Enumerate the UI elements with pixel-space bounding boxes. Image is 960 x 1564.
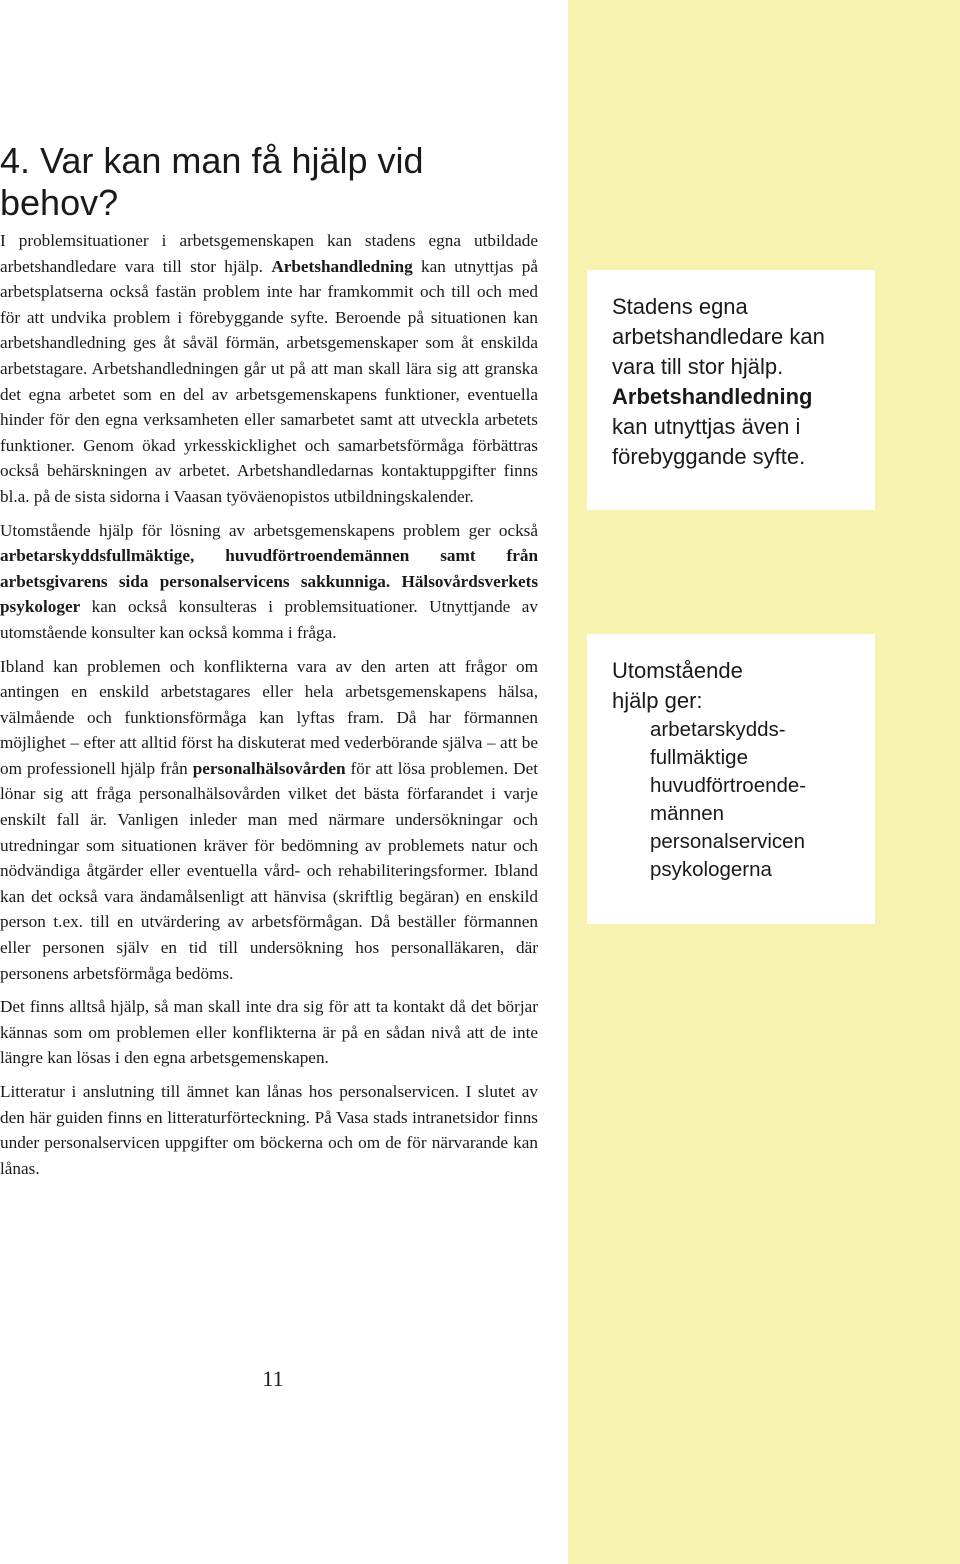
list-item: psykologerna — [650, 858, 772, 881]
box2-heading: Utomstående hjälp ger: — [612, 658, 743, 713]
paragraph-utomstaende-hjalp — [0, 518, 538, 646]
p2-text-c — [390, 572, 401, 591]
p3-bold-term: personalhälsovården — [192, 758, 346, 778]
p2-text-e: kan också konsulteras i problemsituationer. Utnyttjande av utomstående konsulter kan också komma i fråga. — [0, 597, 538, 642]
p1-text-c: kan utnyttjas på arbetsplatserna också fastän problem inte har framkommit och till och med för att undvika problem i förebyggande syfte. Beroende på situationen kan arbetshandledning ges åt såväl förmän, arbetsgemenskaper som åt enskilda arbetstagare. Arbetshandledningen går ut på att man skall lära sig att granska det egna arbetet som en del av arbetsgemenskapens funktioner, eventuella hinder för den egna verksamheten eller samarbetet samt att utveckla arbetets funktioner. Genom ökad yrkesskicklighet och samarbetsförmåga förbättras också behärskningen av arbetet. Arbetshandledarnas kontaktuppgifter finns bl.a. på de sista sidorna i Vaasan työväenopistos utbildningskalender. — [0, 256, 538, 506]
box1-text-1: Stadens egna arbetshandledare kan vara till stor hjälp. — [612, 294, 825, 379]
p3-text-c: för att lösa problemen. Det lönar sig att fråga personalhälsovården vilket det bästa förfarandet i varje enskilt fall är. Vanligen inleder man med närmare undersökningar och utredningar som situationen kräver för bedömning av problemets natur och nödvändiga åtgärder eller eventuella vård- och rehabiliteringsformer. Ibland kan det också vara ändamålsenligt att hänvisa (skriftlig begäran) en enskild person t.ex. till en utvärdering av arbetsförmågan. Då beställer förmannen eller personen själv en tid till undersökning hos personalläkaren, där personens arbetsförmåga bedöms. — [0, 758, 538, 983]
p1-text-a: I problemsituationer i arbetsgemenskapen kan stadens egna utbildade arbetshandledare vara till stor hjälp. — [0, 231, 538, 276]
p2-bold-roles: arbetarskyddsfullmäktige, huvudförtroendemännen samt från arbetsgivarens sida personalservicens sakkunniga. — [0, 546, 538, 591]
box1-bold-term: Arbetshandledning — [612, 384, 813, 409]
paragraph-arbetshandledning — [0, 228, 538, 510]
page-number: 11 — [262, 1366, 284, 1391]
paragraph-kontakt: Det finns alltså hjälp, så man skall inte dra sig för att ta kontakt då det börjar kännas som om problemen eller konflikterna är på en sådan nivå att de inte längre kan lösas i den egna arbetsgemenskapen. — [0, 997, 538, 1068]
sidebar-box-arbetshandledare — [587, 270, 875, 510]
page-title: 4. Var kan man få hjälp vid behov? — [0, 140, 424, 223]
box1-text-2: kan utnyttjas även i förebyggande syfte. — [612, 414, 806, 469]
list-item: huvudförtroende-männen — [650, 774, 807, 825]
box2-list — [612, 716, 859, 884]
p2-bold-psykologer: Hälsovårdsverkets psykologer — [0, 571, 539, 617]
list-item: arbetarskydds-fullmäktige — [650, 718, 786, 769]
paragraph-litteratur: Litteratur i anslutning till ämnet kan lånas hos personalservicen. I slutet av den här guiden finns en litteraturförteckning. På Vasa stads intranetsidor finns under personalservicen uppgifter om böckerna och om de för närvarande kan lånas. — [0, 1082, 538, 1178]
paragraph-personalhalsovarden — [0, 654, 538, 987]
p1-bold-term: Arbetshandledning — [271, 256, 413, 276]
sidebar-box-utomstaende-hjalp — [587, 634, 875, 924]
list-item: personalservicen — [650, 830, 805, 853]
p2-text-a: Utomstående hjälp för lösning av arbetsgemenskapens problem ger också — [0, 520, 538, 540]
p3-text-a: Ibland kan problemen och konflikterna vara av den arten att frågor om antingen en enskild arbetstagares eller hela arbetsgemenskapens hälsa, välmående och funktionsförmåga kan lyftas fram. Då har förmannen möjlighet – efter att alltid först ha diskuterat med vederbörande själva – att be om professionell hjälp från — [0, 656, 538, 778]
main-column — [0, 140, 538, 1189]
